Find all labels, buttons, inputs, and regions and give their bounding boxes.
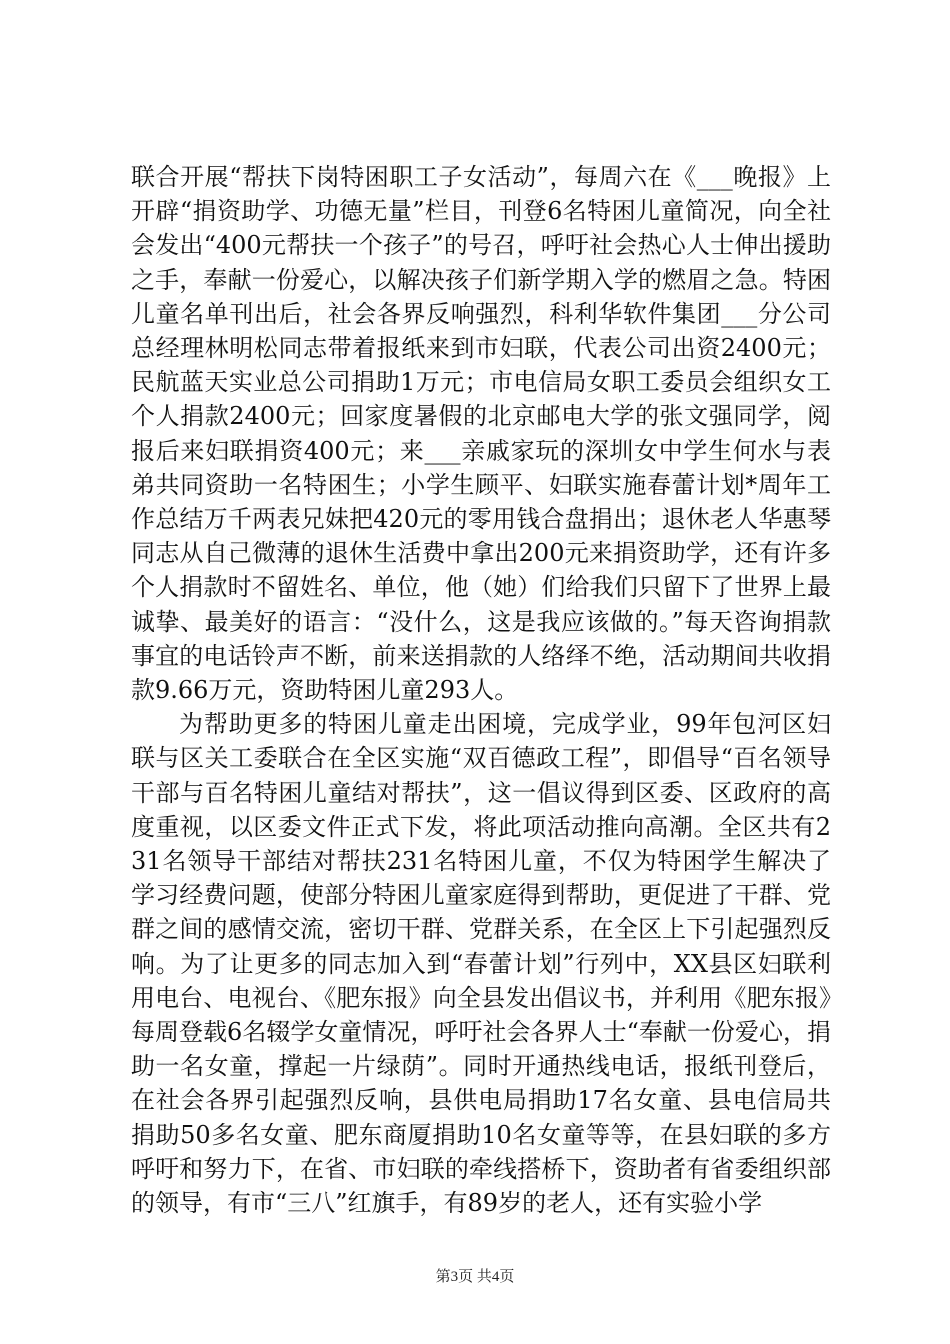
paragraph-1: 联合开展“帮扶下岗特困职工子女活动”，每周六在《___晚报》上开辟“捐资助学、功德无量”栏目，刊登6名特困儿童简况，向全社会发出“400元帮扶一个孩子”的号召，呼吁社会热心人士伸出援助之手，奉献一份爱心，以解决孩子们新学期入学的燃眉之急。特困儿童名单刊出后，社会各界反响强烈，科利华软件集团___分公司总经理林明松同志带着报纸来到市妇联，代表公司出资2400元；民航蓝天实业总公司捐助1万元；市电信局女职工委员会组织女工个人捐款2400元；回家度暑假的北京邮电大学的张文强同学，阅报后来妇联捐资400元；来___亲戚家玩的深圳女中学生何水与表弟共同资助一名特困生；小学生顾平、妇联实施春蕾计划*周年工作总结万千两表兄妹把420元的零用钱合盘捐出；退休老人华惠琴同志从自己微薄的退休生活费中拿出200元来捐资助学，还有许多个人捐款时不留姓名、单位，他（她）们给我们只留下了世界上最诚挚、最美好的语言：“没什么，这是我应该做的。”每天咨询捐款事宜的电话铃声不断，前来送捐款的人络绎不绝，活动期间共收捐款9.66万元，资助特困儿童293人。	[131, 163, 831, 705]
paragraph-2: 为帮助更多的特困儿童走出困境，完成学业，99年包河区妇联与区关工委联合在全区实施“双百德政工程”，即倡导“百名领导干部与百名特困儿童结对帮扶”，这一倡议得到区委、区政府的高度重视，以区委文件正式下发，将此项活动推向高潮。全区共有231名领导干部结对帮扶231名特困儿童，不仅为特困学生解决了学习经费问题，使部分特困儿童家庭得到帮助，更促进了干群、党群之间的感情交流，密切干群、党群关系，在全区上下引起强烈反响。为了让更多的同志加入到“春蕾计划”行列中，XX县区妇联利用电台、电视台、《肥东报》向全县发出倡议书，并利用《肥东报》每周登载6名辍学女童情况，呼吁社会各界人士“奉献一份爱心，捐助一名女童，撑起一片绿荫”。同时开通热线电话，报纸刊登后，在社会各界引起强烈反响，县供电局捐助17名女童、县电信局共捐助50多名女童、肥东商厦捐助10名女童等等，在县妇联的多方呼吁和努力下，在省、市妇联的牵线搭桥下，资助者有省委组织部的领导，有市“三八”红旗手，有89岁的老人，还有实验小学	[131, 710, 831, 1218]
page-footer: 第3页 共4页	[435, 1269, 515, 1285]
body-text	[131, 160, 831, 1220]
